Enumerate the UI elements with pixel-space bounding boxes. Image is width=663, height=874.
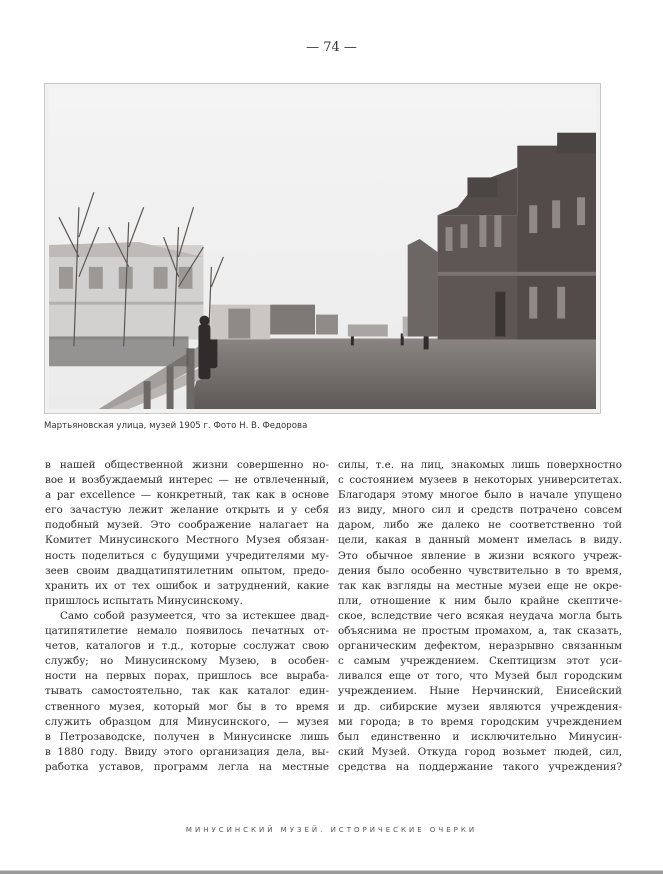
text-line: цатипятилетие немало появилось печатных от- — [45, 625, 329, 638]
text-line: Это обычное явление в жизни всякого учреж- — [338, 549, 622, 562]
text-line: хранить их от тех ошибок и затруднений, какие — [45, 579, 329, 592]
text-line: цели, какая в данный момент имелась в виду. — [338, 534, 622, 547]
text-line: a par excellence — конкретный, так как в основе — [45, 489, 329, 502]
text-line: пли, отношение к ним было крайне скептиче- — [338, 594, 622, 607]
street-photo-image — [49, 88, 596, 409]
text-line: Благодаря этому многое было в начале упущено — [338, 489, 622, 502]
text-line: вое и возбуждаемый интерес — не отвлеченный, — [45, 474, 329, 487]
text-line: ственного музея, который мог бы в то время — [45, 700, 329, 713]
text-line: средства на поддержание такого учреждения? — [338, 760, 622, 773]
paragraph-start-line: Само собой разумеется, что за истекшее двад- — [60, 609, 329, 622]
text-line: служить образцом для Минусинского, — музея — [45, 715, 329, 728]
text-line: ми города; в то время городским учреждением — [338, 715, 622, 728]
text-line: в нашей общественной жизни совершенно но- — [45, 459, 329, 471]
historical-photo — [44, 83, 601, 414]
text-line: ский Музей. Откуда город возьмет людей, сил, — [338, 745, 622, 758]
text-line: объяснима не простым промахом, а, так сказать, — [338, 625, 622, 638]
text-line: его зачастую лежит желание открыть и у себя — [45, 504, 329, 517]
text-line: дения было особенно чувствительно в то время, — [338, 564, 622, 577]
text-line: органическим дефектом, неразрывно связанным — [338, 640, 622, 653]
text-line: тывать самостоятельно, так как каталог един- — [45, 685, 329, 698]
text-line: из виду, много сил и средств потрачено совсем — [338, 504, 622, 517]
text-line: ливался еще от того, что Музей был городским — [338, 670, 622, 683]
text-line: ское, вследствие чего всякая неудача могла быть — [338, 609, 622, 622]
text-line: в Петрозаводске, получен в Минусинске лишь — [45, 730, 329, 743]
text-line: службу; но Минусинскому Музею, в особен- — [45, 655, 329, 668]
text-line: так как взгляды на местные музеи еще не окре- — [338, 579, 622, 592]
page-number: — 74 — — [306, 40, 357, 55]
text-line: учреждением. Ныне Нерчинский, Енисейский — [338, 685, 622, 698]
text-line: Комитет Минусинского Местного Музея обязан- — [45, 534, 329, 547]
figure-caption: Мартьяновская улица, музей 1905 г. Фото Н. В. Федорова — [44, 421, 308, 431]
text-line: четов, каталогов и т.д., которые сослужат свою — [45, 640, 329, 653]
running-footer: МИНУСИНСКИЙ МУЗЕЙ. ИСТОРИЧЕСКИЕ ОЧЕРКИ — [185, 826, 478, 834]
text-line: с состоянием музеев в некоторых университетах. — [338, 474, 622, 487]
text-line: в 1880 году. Ввиду этого организация дела, вы- — [45, 745, 329, 758]
text-line: пришлось испытать Минусинскому. — [45, 594, 243, 607]
text-line: работка уставов, программ легла на местные — [45, 760, 329, 773]
text-line: даром, либо же далеко не соответственно той — [338, 519, 622, 532]
text-line: и др. сибирские музеи являются учреждения- — [338, 700, 622, 713]
text-line: ности на первых порах, пришлось все выраба- — [45, 670, 329, 683]
text-line: силы, т.е. на лиц, знакомых лишь поверхностно — [338, 459, 622, 471]
text-line: был единственно и исключительно Минусин- — [338, 730, 622, 743]
road — [188, 338, 596, 409]
text-column-left — [45, 458, 329, 775]
text-column-right — [338, 458, 622, 775]
text-line: с самым учреждением. Скептицизм этот уси- — [338, 655, 622, 668]
text-line: ность поделиться с будущими учредителями му- — [45, 549, 329, 562]
text-line: подобный музей. Это соображение налагает на — [45, 519, 329, 532]
text-line: зеев своим двадцатипятилетним опытом, предо- — [45, 564, 329, 577]
